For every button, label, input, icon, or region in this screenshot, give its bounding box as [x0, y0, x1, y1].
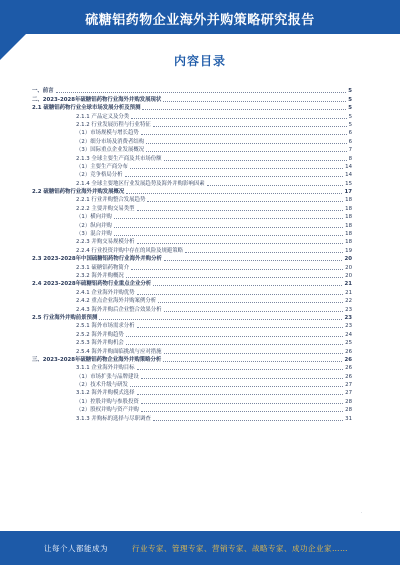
- toc-leader-dots: [142, 109, 346, 110]
- toc-entry-page: 5: [348, 113, 352, 120]
- toc-leader-dots: [146, 151, 346, 152]
- toc-entry-title: 2.5 行业海外并购前景预测: [32, 314, 98, 321]
- toc-leader-dots: [130, 168, 343, 169]
- toc-entry-title: 二、2023-2028年硫糖铝药物行业海外并购发展现状: [32, 96, 162, 103]
- toc-entry-title: 2.3 2023-2028年中国硫糖铝药物行业海外并购分析: [32, 256, 162, 263]
- toc-entry-title: 一、前言: [32, 88, 54, 95]
- toc-entry[interactable]: [32, 237, 352, 245]
- toc-leader-dots: [126, 336, 343, 337]
- toc-heading: 内容目录: [173, 54, 226, 68]
- toc-entry[interactable]: [32, 86, 352, 94]
- toc-entry[interactable]: [32, 271, 352, 279]
- toc-entry-page: 18: [345, 205, 352, 212]
- toc-leader-dots: [185, 252, 343, 253]
- toc-entry-title: （2）股权并购与资产并购: [76, 407, 139, 414]
- toc-leader-dots: [56, 92, 347, 93]
- toc-leader-dots: [137, 369, 344, 370]
- toc-entry-title: （2）竞争格局分析: [76, 172, 123, 179]
- toc-entry[interactable]: [32, 153, 352, 161]
- toc-entry[interactable]: [32, 363, 352, 371]
- toc-entry-page: 18: [345, 222, 352, 229]
- toc-entry-page: 18: [345, 197, 352, 204]
- toc-entry[interactable]: [32, 338, 352, 346]
- toc-entry-title: 三、2023-2028年硫糖铝药物企业海外并购策略分析: [32, 356, 162, 363]
- toc-entry-title: 2.1.4 全球主要地区行业发展趋势及海外并购影响因素: [76, 180, 205, 187]
- toc-entry-title: 2.4.2 重点企业海外并购案例分析: [76, 298, 157, 305]
- toc-entry-page: 14: [345, 163, 352, 170]
- toc-entry[interactable]: [32, 145, 352, 153]
- toc-entry-page: 19: [345, 247, 352, 254]
- footer-slogan-right: 行业专家、管理专家、营销专家、战略专家、成功企业家……: [132, 544, 348, 553]
- toc-leader-dots: [130, 386, 343, 387]
- toc-entry[interactable]: [32, 162, 352, 170]
- toc-leader-dots: [131, 269, 343, 270]
- toc-leader-dots: [164, 311, 344, 312]
- toc-entry-page: 18: [345, 214, 352, 221]
- toc-entry-page: 6: [348, 138, 352, 145]
- toc-entry-page: 25: [345, 340, 352, 347]
- toc-entry-page: 23: [345, 323, 352, 330]
- toc-entry[interactable]: [32, 262, 352, 270]
- toc-entry[interactable]: [32, 371, 352, 379]
- toc-leader-dots: [137, 327, 344, 328]
- footer-slogan-left: 让每个人都能成为: [44, 544, 108, 553]
- toc-entry-title: （1）控股并购与参股投资: [76, 398, 139, 405]
- table-of-contents: [32, 86, 352, 422]
- toc-entry-page: 24: [345, 331, 352, 338]
- toc-entry[interactable]: [32, 195, 352, 203]
- toc-leader-dots: [137, 243, 344, 244]
- toc-entry[interactable]: [32, 136, 352, 144]
- toc-entry-page: 26: [345, 373, 352, 380]
- toc-entry[interactable]: [32, 279, 352, 287]
- page-marker: ·: [360, 510, 362, 515]
- toc-entry-title: （2）细分市场及消费者结构: [76, 138, 145, 145]
- toc-entry-title: （1）市场扩张与品牌建设: [76, 373, 139, 380]
- toc-leader-dots: [99, 319, 342, 320]
- toc-entry[interactable]: [32, 313, 352, 321]
- toc-entry-page: 5: [348, 121, 352, 128]
- toc-entry-title: 2.1.3 全球主要生产商及其市场份额: [76, 155, 162, 162]
- toc-entry-title: （1）主要生产商分布: [76, 163, 128, 170]
- toc-entry-title: 3.1.1 企业海外并购目标: [76, 365, 135, 372]
- toc-leader-dots: [137, 294, 344, 295]
- toc-entry[interactable]: [32, 220, 352, 228]
- toc-leader-dots: [207, 185, 344, 186]
- toc-leader-dots: [126, 344, 343, 345]
- toc-entry-page: 21: [344, 281, 352, 288]
- toc-entry-page: 5: [348, 88, 352, 95]
- toc-entry-page: 28: [345, 407, 352, 414]
- toc-entry-page: 20: [344, 256, 352, 263]
- toc-entry-title: 2.4 2023-2028年硫糖铝药物行业重点企业分析: [32, 281, 152, 288]
- toc-entry-page: 14: [345, 172, 352, 179]
- toc-entry-page: 27: [345, 382, 352, 389]
- toc-entry-page: 20: [345, 272, 352, 279]
- toc-entry-page: 7: [348, 147, 352, 154]
- toc-entry[interactable]: [32, 388, 352, 396]
- toc-entry-page: 23: [345, 306, 352, 313]
- toc-entry-page: 17: [344, 189, 352, 196]
- toc-entry-page: 20: [345, 264, 352, 271]
- toc-leader-dots: [153, 420, 343, 421]
- toc-entry-title: 2.5.3 海外并购机会: [76, 340, 124, 347]
- toc-leader-dots: [163, 101, 346, 102]
- report-title: 硫糖铝药物企业海外并购策略研究报告: [85, 13, 315, 28]
- toc-leader-dots: [126, 277, 343, 278]
- toc-entry-title: 2.2.2 主要并购交易类型: [76, 205, 135, 212]
- toc-entry[interactable]: [32, 413, 352, 421]
- toc-leader-dots: [114, 227, 343, 228]
- toc-leader-dots: [147, 201, 343, 202]
- toc-entry-title: （1）横向并购: [76, 214, 112, 221]
- toc-entry-title: 3.1.2 海外并购模式选择: [76, 390, 135, 397]
- toc-entry-page: 26: [345, 365, 352, 372]
- toc-leader-dots: [153, 126, 347, 127]
- toc-leader-dots: [137, 210, 344, 211]
- toc-entry-page: 6: [348, 130, 352, 137]
- toc-leader-dots: [125, 176, 344, 177]
- toc-entry-title: 2.1.2 行业发展历程与行业特征: [76, 121, 151, 128]
- toc-entry-title: （3）混合并购: [76, 231, 112, 238]
- toc-leader-dots: [131, 118, 346, 119]
- toc-entry-title: 2.5.1 海外市场需求分析: [76, 323, 135, 330]
- toc-entry-page: 27: [345, 390, 352, 397]
- toc-entry-title: （3）国际重点企业发展概况: [76, 147, 145, 154]
- toc-leader-dots: [141, 134, 347, 135]
- toc-entry[interactable]: [32, 355, 352, 363]
- toc-entry[interactable]: [32, 111, 352, 119]
- toc-entry-title: 2.2.4 行业投资并购中存在的风险及规避策略: [76, 247, 184, 254]
- toc-entry-title: 2.1 硫糖铝药物行业全球市场发展分析及预测: [32, 105, 141, 112]
- toc-entry-page: 18: [345, 231, 352, 238]
- toc-leader-dots: [164, 353, 344, 354]
- toc-entry-title: 2.3.1 硫糖铝药物简介: [76, 264, 130, 271]
- toc-leader-dots: [146, 143, 346, 144]
- toc-entry-title: （2）纵向并购: [76, 222, 112, 229]
- toc-entry-page: 8: [348, 155, 352, 162]
- toc-entry-page: 5: [348, 96, 352, 103]
- toc-entry-title: 2.4.1 企业海外并购优势: [76, 289, 135, 296]
- toc-entry-page: 31: [345, 415, 352, 422]
- toc-entry[interactable]: [32, 203, 352, 211]
- toc-entry[interactable]: [32, 396, 352, 404]
- toc-entry-title: 2.4.3 海外并购后企业整合效果分析: [76, 306, 162, 313]
- toc-entry-page: 15: [345, 180, 352, 187]
- toc-entry-title: 2.3.2 海外并购概况: [76, 272, 124, 279]
- toc-entry-page: 26: [345, 348, 352, 355]
- toc-leader-dots: [137, 394, 344, 395]
- toc-entry-title: 2.2.3 并购交易规模分析: [76, 239, 135, 246]
- toc-entry[interactable]: [32, 229, 352, 237]
- toc-entry-page: 26: [344, 356, 352, 363]
- toc-leader-dots: [141, 403, 343, 404]
- toc-entry[interactable]: [32, 346, 352, 354]
- toc-entry-title: （1）市场规模与增长趋势: [76, 130, 139, 137]
- toc-entry-title: 2.5.2 海外并购趋势: [76, 331, 124, 338]
- toc-entry[interactable]: [32, 380, 352, 388]
- toc-leader-dots: [163, 361, 342, 362]
- toc-entry-title: 2.5.4 海外并购面临挑战与应对措施: [76, 348, 162, 355]
- toc-entry-title: （2）技术升级与研发: [76, 382, 128, 389]
- toc-entry-title: 2.2 硫糖铝药物行业海外并购发展概况: [32, 189, 125, 196]
- page-header: [0, 0, 400, 34]
- toc-leader-dots: [114, 218, 343, 219]
- toc-entry[interactable]: [32, 254, 352, 262]
- toc-entry[interactable]: [32, 405, 352, 413]
- toc-entry[interactable]: [32, 103, 352, 111]
- toc-entry[interactable]: [32, 170, 352, 178]
- toc-entry[interactable]: [32, 120, 352, 128]
- toc-entry[interactable]: [32, 245, 352, 253]
- toc-entry[interactable]: [32, 94, 352, 102]
- toc-entry-page: 18: [345, 239, 352, 246]
- toc-entry-page: 5: [348, 105, 352, 112]
- toc-entry-page: 22: [345, 298, 352, 305]
- toc-entry[interactable]: [32, 128, 352, 136]
- toc-entry-page: 28: [345, 398, 352, 405]
- toc-leader-dots: [126, 193, 342, 194]
- toc-entry-title: 2.1.1 产品定义及分类: [76, 113, 130, 120]
- toc-leader-dots: [164, 160, 347, 161]
- toc-entry[interactable]: [32, 304, 352, 312]
- toc-entry[interactable]: [32, 287, 352, 295]
- toc-leader-dots: [153, 285, 342, 286]
- page-footer: [0, 531, 400, 565]
- toc-leader-dots: [141, 411, 343, 412]
- toc-leader-dots: [141, 378, 343, 379]
- toc-leader-dots: [158, 302, 343, 303]
- toc-entry-title: 2.2.1 行业并购整合发展趋势: [76, 197, 146, 204]
- toc-entry-page: 23: [344, 314, 352, 321]
- toc-leader-dots: [164, 260, 343, 261]
- toc-entry-page: 21: [345, 289, 352, 296]
- toc-entry-title: 3.1.3 并购标的选择与尽职调查: [76, 415, 151, 422]
- toc-entry[interactable]: [32, 178, 352, 186]
- toc-entry[interactable]: [32, 212, 352, 220]
- toc-entry[interactable]: [32, 321, 352, 329]
- toc-entry[interactable]: [32, 296, 352, 304]
- toc-leader-dots: [114, 235, 343, 236]
- toc-entry[interactable]: [32, 329, 352, 337]
- toc-entry[interactable]: [32, 187, 352, 195]
